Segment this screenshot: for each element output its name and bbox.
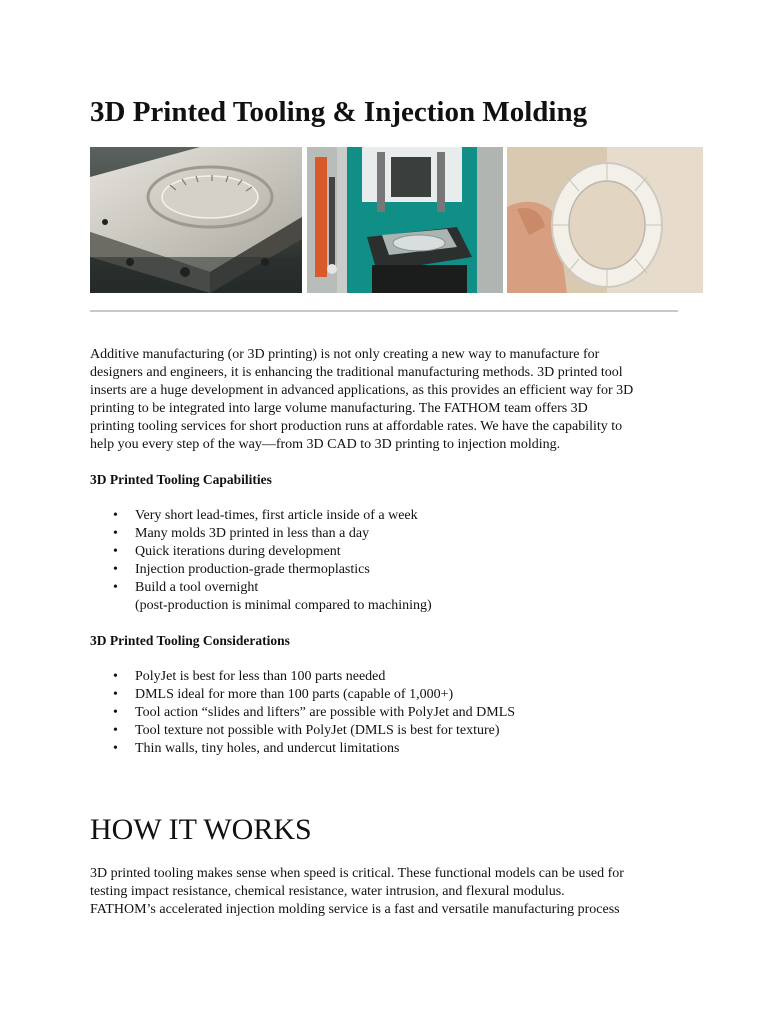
- list-item: • Very short lead-times, first article inside of a week: [135, 507, 432, 525]
- list-item: • Quick iterations during development: [135, 543, 432, 561]
- capabilities-list: [90, 507, 432, 615]
- text-line: printing to be integrated into large volume manufacturing. The FATHOM team offers 3D: [90, 401, 588, 416]
- page-title: 3D Printed Tooling & Injection Molding: [90, 96, 588, 128]
- considerations-heading: 3D Printed Tooling Considerations: [90, 633, 290, 648]
- text-line: Additive manufacturing (or 3D printing) is not only creating a new way to manufacture for: [90, 347, 600, 362]
- list-item-note: (post-production is minimal compared to machining): [135, 598, 432, 613]
- section-divider: [90, 310, 678, 312]
- list-item: • Injection production-grade thermoplastics: [135, 561, 432, 579]
- how-it-works-paragraph: [90, 865, 678, 919]
- photo-strip: [90, 147, 703, 293]
- list-item-text: • Build a tool overnight: [135, 580, 259, 595]
- considerations-list: [90, 668, 515, 758]
- list-item: • Tool texture not possible with PolyJet (DMLS is best for texture): [135, 722, 515, 740]
- text-line: help you every step of the way—from 3D CAD to 3D printing to injection molding.: [90, 437, 561, 452]
- molded-part-photo: [507, 147, 703, 293]
- mold-insert-photo: [90, 147, 302, 293]
- text-line: 3D printed tooling makes sense when speed is critical. These functional models can be used for: [90, 866, 624, 881]
- text-line: inserts are a huge development in advanced applications, as this provides an efficient way for 3D: [90, 383, 634, 398]
- text-line: testing impact resistance, chemical resistance, water intrusion, and flexural modulus.: [90, 884, 565, 899]
- list-item: • Tool action “slides and lifters” are possible with PolyJet and DMLS: [135, 704, 515, 722]
- how-it-works-heading: HOW IT WORKS: [90, 813, 312, 846]
- list-item: • PolyJet is best for less than 100 parts needed: [135, 668, 515, 686]
- list-item: [135, 579, 432, 615]
- text-line: designers and engineers, it is enhancing the traditional manufacturing methods. 3D printed tool: [90, 365, 623, 380]
- capabilities-heading: 3D Printed Tooling Capabilities: [90, 472, 272, 487]
- text-line: FATHOM’s accelerated injection molding service is a fast and versatile manufacturing process: [90, 902, 620, 917]
- injection-machine-photo: [307, 147, 503, 293]
- text-line: printing tooling services for short production runs at affordable rates. We have the capability to: [90, 419, 623, 434]
- intro-paragraph: [90, 346, 678, 454]
- list-item: • DMLS ideal for more than 100 parts (capable of 1,000+): [135, 686, 515, 704]
- list-item: • Thin walls, tiny holes, and undercut limitations: [135, 740, 515, 758]
- list-item: • Many molds 3D printed in less than a day: [135, 525, 432, 543]
